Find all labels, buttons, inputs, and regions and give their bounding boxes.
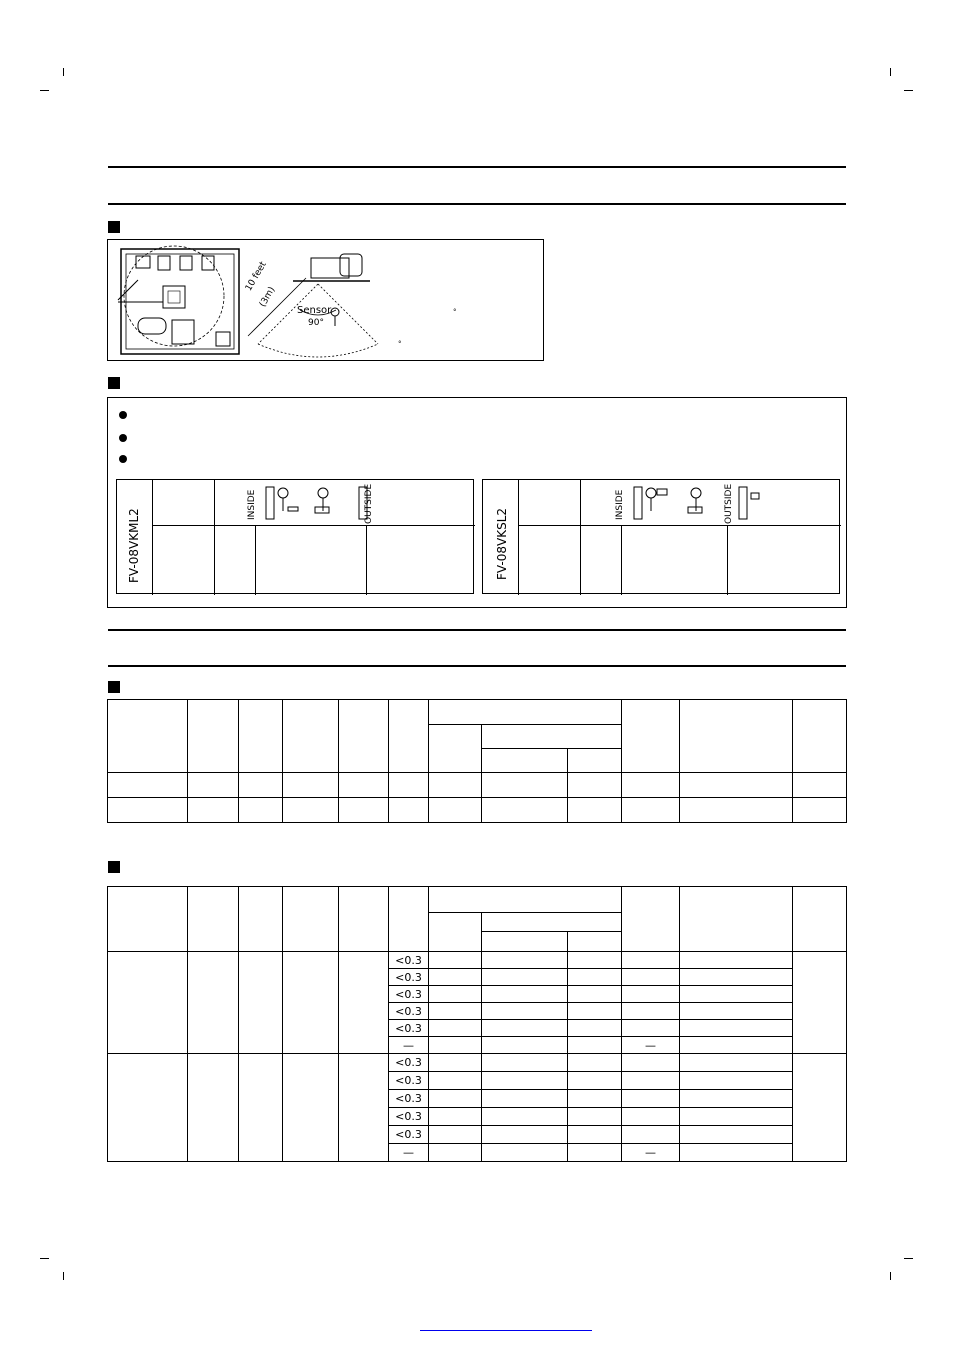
model-b-name: FV-08VKSL2 — [495, 507, 509, 580]
subsection-marker — [108, 861, 120, 873]
bullet — [119, 455, 127, 463]
value-cell: <0.3 — [389, 1126, 429, 1144]
crop-mark — [63, 68, 64, 76]
bullet — [119, 411, 127, 419]
value-cell: <0.3 — [389, 1108, 429, 1126]
section-rule-bottom — [108, 665, 846, 667]
inside-label: INSIDE — [615, 489, 625, 520]
value-cell: <0.3 — [389, 1003, 429, 1020]
crop-mark — [904, 1258, 913, 1259]
table-row — [108, 773, 847, 798]
outside-label: OUTSIDE — [364, 483, 374, 524]
degree-mark: ° — [453, 308, 457, 316]
degree-mark: ° — [398, 340, 402, 348]
value-cell: <0.3 — [389, 1090, 429, 1108]
section-rule-bottom — [108, 203, 846, 205]
dash-cell: — — [622, 1144, 680, 1162]
crop-mark — [890, 68, 891, 76]
value-cell: <0.3 — [389, 1072, 429, 1090]
model-info-box — [107, 397, 847, 608]
distance-metric-label: (3m) — [258, 285, 278, 309]
table-row — [108, 798, 847, 823]
dash-cell: — — [389, 1144, 429, 1162]
crop-mark — [890, 1272, 891, 1280]
person-icon — [631, 483, 761, 523]
model-b-panel — [482, 479, 840, 594]
subsection-marker — [108, 221, 120, 233]
crop-mark — [40, 1258, 49, 1259]
table-row — [108, 952, 847, 969]
sensor-range-illustration — [108, 240, 545, 362]
bullet — [119, 434, 127, 442]
section-rule-top — [108, 629, 846, 631]
value-cell: <0.3 — [389, 1020, 429, 1037]
inside-label: INSIDE — [247, 489, 257, 520]
distance-label: 10 feet — [244, 260, 269, 293]
angle-label: 90° — [308, 318, 324, 328]
table-row — [108, 1054, 847, 1072]
spec-table-2 — [107, 886, 847, 1162]
spec-table-1 — [107, 699, 847, 823]
value-cell: <0.3 — [389, 986, 429, 1003]
footer-link[interactable] — [420, 1330, 592, 1331]
value-cell: <0.3 — [389, 1054, 429, 1072]
value-cell: <0.3 — [389, 952, 429, 969]
subsection-marker — [108, 681, 120, 693]
value-cell: <0.3 — [389, 969, 429, 986]
model-a-name: FV-08VKML2 — [127, 508, 141, 583]
crop-mark — [904, 90, 913, 91]
crop-mark — [63, 1272, 64, 1280]
sensor-figure-box — [107, 239, 544, 361]
person-icon — [263, 483, 373, 523]
section-rule-top — [108, 166, 846, 168]
subsection-marker — [108, 377, 120, 389]
sensor-label: Sensor — [297, 305, 332, 316]
dash-cell: — — [389, 1037, 429, 1054]
crop-mark — [40, 90, 49, 91]
outside-label: OUTSIDE — [724, 483, 734, 524]
dash-cell: — — [622, 1037, 680, 1054]
model-a-panel — [116, 479, 474, 594]
